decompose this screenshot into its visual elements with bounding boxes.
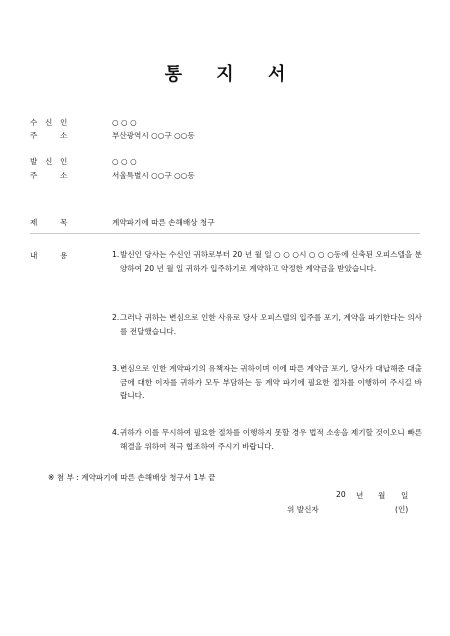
attachment-note: ※ 첨 부 : 계약파기에 따른 손해배상 청구서 1부 끝	[48, 473, 216, 482]
signature-seal: (인)	[395, 505, 409, 514]
date-month-unit: 월	[378, 491, 386, 500]
date-year: 20	[336, 490, 346, 499]
subject-text: 계약파기에 따른 손해배상 청구	[112, 218, 215, 227]
subject-divider	[30, 233, 420, 234]
document-page: 통 지 서 수 신 인 ○ ○ ○ 주 소 부산광역시 ○○구 ○○동 발 신 인 ○ ○ ○ 주 소 서울특별시 ○○구 ○○동 제 목 계약파기에 따른 손해배상 청구 내 용 1. 발신인 당사는 수신인 귀하로부터 20 년 월 일 ○ ○ ○시 ○ ○ ○동에 신축된 오피스텔을 분양하여 20 년 월 일 귀하가 입주하기로 계약하고 약정한 계약금을 받았습니다. 2. 그러나 귀하는 변심으로 인한 사유로 당사 오피스텔의 입주를 포기, 계약을 파기한다는 의사를 전달했습니다. 3. 변심으로 인한 계약파기의 유책자는 귀하이며 이에 따른 계약금 포기, 당사가 대납해준 대출금에 대한 이자를 귀하가 모두 부담하는 등 계약 파기에 필요한 절차를 이행하여 주시길 바랍니다. 4. 귀하가 이를 무시하여 필요한 절차를 이행하지 못할 경우 법적 소송을 제기할 것이오니 빠른 해결을 위하여 적극 협조하여 주시기 바랍니다. ※ 첨 부 : 계약파기에 따른 손해배상 청구서 1부 끝 20 년 월 일 위 발신자 (인)	[0, 0, 450, 636]
signature-label: 위 발신자	[287, 505, 319, 514]
date-day-unit: 일	[401, 491, 409, 500]
sender-name: ○ ○ ○	[112, 157, 137, 166]
content-paragraph-1: 1. 발신인 당사는 수신인 귀하로부터 20 년 월 일 ○ ○ ○시 ○ ○ ○동에 신축된 오피스텔을 분양하여 20 년 월 일 귀하가 입주하기로 계약하고 약정한 계약금을 받았습니다.	[112, 250, 422, 273]
content-paragraph-4: 4. 귀하가 이를 무시하여 필요한 절차를 이행하지 못할 경우 법적 소송을 제기할 것이오니 빠른 해결을 위하여 적극 협조하여 주시기 바랍니다.	[112, 428, 422, 451]
date-year-unit: 년	[356, 491, 364, 500]
recipient-name: ○ ○ ○	[112, 118, 137, 127]
sender-address: 서울특별시 ○○구 ○○동	[112, 171, 195, 180]
recipient-address: 부산광역시 ○○구 ○○동	[112, 131, 195, 140]
content-paragraph-2: 2. 그러나 귀하는 변심으로 인한 사유로 당사 오피스텔의 입주를 포기, 계약을 파기한다는 의사를 전달했습니다.	[112, 313, 422, 336]
document-title: 통 지 서	[164, 64, 300, 85]
content-paragraph-3: 3. 변심으로 인한 계약파기의 유책자는 귀하이며 이에 따른 계약금 포기, 당사가 대납해준 대출금에 대한 이자를 귀하가 모두 부담하는 등 계약 파기에 필요한 절차를 이행하여 주시길 바랍니다.	[112, 364, 422, 400]
